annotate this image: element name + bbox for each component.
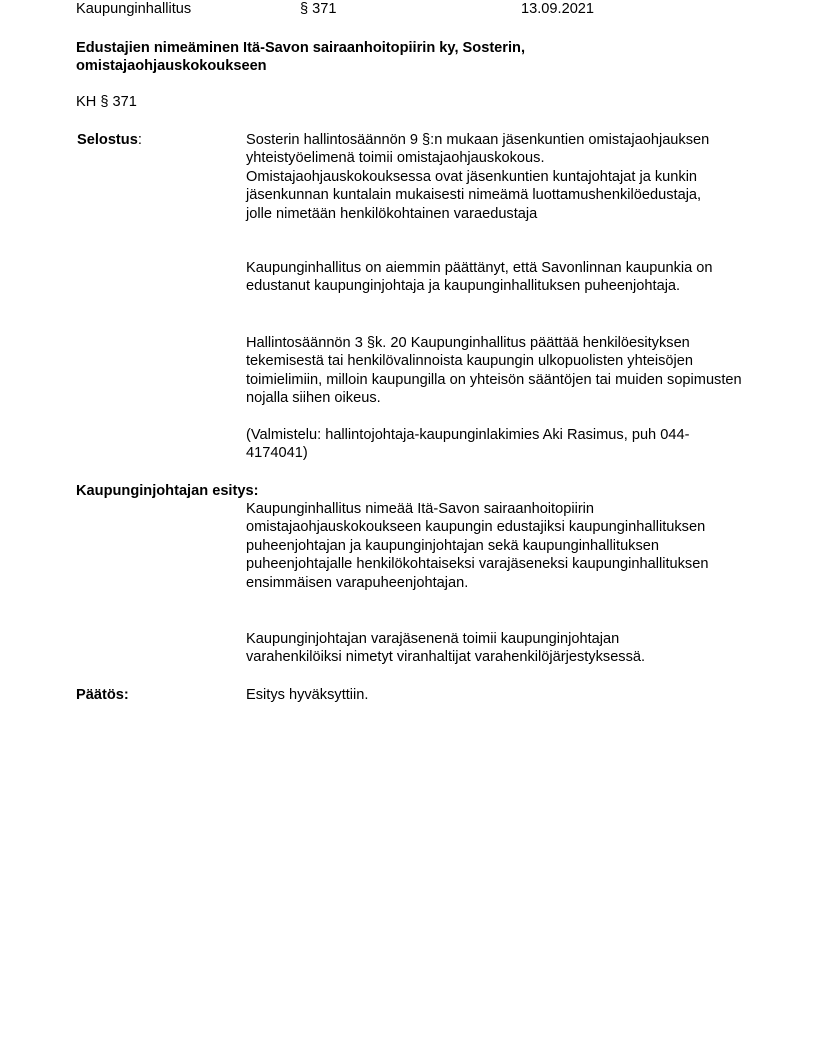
title-line-1: Edustajien nimeäminen Itä-Savon sairaanhoitopiirin ky, Sosterin,	[76, 40, 525, 56]
esitys-body-1	[246, 500, 746, 592]
header-date: 13.09.2021	[521, 1, 595, 17]
selostus-label-colon: :	[137, 132, 142, 148]
selostus-paragraph-2: Kaupunginhallitus on aiemmin päättänyt, että Savonlinnan kaupunkia on edustanut kaupunginjohtaja ja kaupunginhallituksen puheenjohtaja.	[246, 260, 713, 295]
header-section: § 371	[300, 1, 337, 17]
document-title	[76, 39, 525, 76]
header-organ: Kaupunginhallitus	[76, 1, 192, 17]
selostus-paragraph-1: Sosterin hallintosäännön 9 §:n mukaan jäsenkuntien omistajaohjauksen yhteistyöelimenä toimii omistajaohjauskokous. Omistajaohjauskokouksessa ovat jäsenkuntien kuntajohtajat ja kunkin jäsenkunnan kuntalain mukaisesti nimeämä luottamushenkilöedustaja, jolle nimetään henkilökohtainen varaedustaja	[246, 132, 710, 222]
selostus-label-text: Selostus	[77, 132, 138, 148]
selostus-label	[77, 131, 142, 149]
esitys-paragraph-1: Kaupunginhallitus nimeää Itä-Savon sairaanhoitopiirin omistajaohjauskokoukseen kaupungin edustajiksi kaupunginhallituksen puheenjohtajan ja kaupunginjohtajan sekä kaupunginhallituksen puheenjohtajalle henkilökohtaiseksi varajäseneksi kaupunginhallituksen ensimmäisen varapuheenjohtajan.	[246, 501, 709, 591]
selostus-body-2	[246, 259, 746, 296]
esitys-label: Kaupunginjohtajan esitys:	[76, 483, 259, 499]
selostus-body-3	[246, 334, 746, 408]
esitys-body-2	[246, 630, 746, 667]
selostus-body	[246, 131, 746, 223]
selostus-body-4	[246, 426, 746, 463]
esitys-paragraph-2: Kaupunginjohtajan varajäsenenä toimii kaupunginjohtajan varahenkilöiksi nimetyt viranhaltijat varahenkilöjärjestyksessä.	[246, 631, 646, 666]
paatos-text: Esitys hyväksyttiin.	[246, 687, 369, 703]
selostus-paragraph-4: (Valmistelu: hallintojohtaja-kaupunginlakimies Aki Rasimus, puh 044-4174041)	[246, 427, 690, 462]
title-line-2: omistajaohjauskokoukseen	[76, 58, 267, 75]
selostus-paragraph-3: Hallintosäännön 3 §k. 20 Kaupunginhallitus päättää henkilöesityksen tekemisestä tai henkilövalinnoista kaupungin ulkopuolisten yhteisöjen toimielimiin, milloin kaupungilla on yhteisön sääntöjen tai muiden sopimusten nojalla siihen oikeus.	[246, 335, 742, 407]
paatos-label: Päätös:	[76, 687, 129, 703]
reference-number: KH § 371	[76, 94, 137, 110]
